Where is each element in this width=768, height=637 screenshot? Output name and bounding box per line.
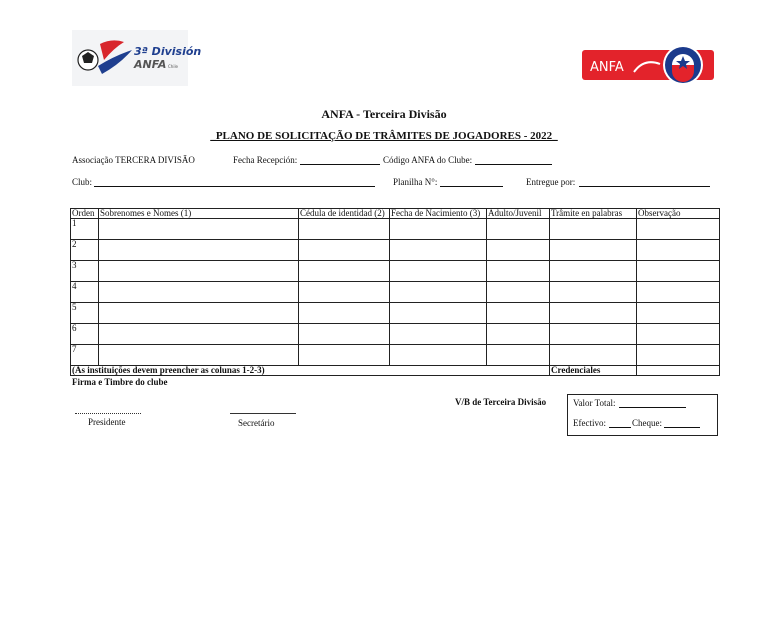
- table-row: [71, 282, 720, 303]
- document-title: ANFA - Terceira Divisão: [321, 107, 447, 121]
- birthdate-cell[interactable]: [390, 303, 487, 324]
- category-cell[interactable]: [487, 261, 550, 282]
- birthdate-cell[interactable]: [390, 240, 487, 261]
- association-label: Associação TERCERA DIVISÃO: [72, 155, 195, 165]
- id-cell[interactable]: [299, 303, 390, 324]
- header-observation: Observação: [637, 209, 720, 219]
- secretary-label: Secretário: [238, 418, 275, 428]
- secretary-signature-line[interactable]: [230, 413, 296, 414]
- category-cell[interactable]: [487, 324, 550, 345]
- category-cell[interactable]: [487, 303, 550, 324]
- observation-cell[interactable]: [637, 282, 720, 303]
- sheet-number-label: Planilha N°:: [393, 177, 438, 187]
- reception-label: Fecha Recepción:: [233, 155, 298, 165]
- approval-label: V/B de Terceira Divisão: [455, 397, 547, 407]
- birthdate-cell[interactable]: [390, 324, 487, 345]
- row-number: 7: [71, 345, 99, 366]
- names-cell[interactable]: [99, 282, 299, 303]
- credentials-label: Credenciales: [550, 366, 637, 376]
- logo-right-text: ANFA: [590, 60, 624, 75]
- names-cell[interactable]: [99, 219, 299, 240]
- header-category: Adulto/Juvenil: [487, 209, 550, 219]
- reception-date-field[interactable]: [300, 155, 380, 165]
- check-label: Cheque:: [632, 418, 662, 428]
- names-cell[interactable]: [99, 240, 299, 261]
- anfa-chile-logo: [582, 44, 714, 86]
- category-cell[interactable]: [487, 345, 550, 366]
- club-field[interactable]: [94, 177, 375, 187]
- id-cell[interactable]: [299, 282, 390, 303]
- logo-left-small: Chile: [168, 64, 179, 69]
- delivered-by-field[interactable]: [579, 177, 710, 187]
- names-cell[interactable]: [99, 261, 299, 282]
- row-number: 2: [71, 240, 99, 261]
- credentials-value[interactable]: [637, 366, 720, 376]
- category-cell[interactable]: [487, 240, 550, 261]
- club-label: Club:: [72, 177, 93, 187]
- tercera-division-logo: [72, 30, 202, 86]
- birthdate-cell[interactable]: [390, 282, 487, 303]
- plan-title: _PLANO DE SOLICITAÇÃO DE TRÂMITES DE JOGADORES - 2022_: [210, 130, 558, 142]
- procedure-cell[interactable]: [550, 324, 637, 345]
- row-number: 5: [71, 303, 99, 324]
- observation-cell[interactable]: [637, 261, 720, 282]
- row-number: 6: [71, 324, 99, 345]
- cash-field[interactable]: [609, 418, 631, 428]
- sheet-number-field[interactable]: [440, 177, 503, 187]
- names-cell[interactable]: [99, 303, 299, 324]
- id-cell[interactable]: [299, 345, 390, 366]
- table-row: [71, 261, 720, 282]
- table-row: [71, 219, 720, 240]
- payment-totals-box: [567, 394, 718, 436]
- total-value-field[interactable]: [619, 398, 686, 408]
- header-birthdate: Fecha de Nacimiento (3): [390, 209, 487, 219]
- table-header-row: [71, 209, 720, 219]
- procedure-cell[interactable]: [550, 219, 637, 240]
- total-value-label: Valor Total:: [573, 398, 616, 408]
- id-cell[interactable]: [299, 219, 390, 240]
- procedure-cell[interactable]: [550, 282, 637, 303]
- birthdate-cell[interactable]: [390, 219, 487, 240]
- table-footer-row: [71, 366, 720, 376]
- logo-left-line2: ANFA: [134, 58, 167, 71]
- header-names: Sobrenomes e Nomes (1): [99, 209, 299, 219]
- procedure-cell[interactable]: [550, 303, 637, 324]
- table-row: [71, 240, 720, 261]
- row-number: 4: [71, 282, 99, 303]
- cash-label: Efectivo:: [573, 418, 606, 428]
- row-number: 3: [71, 261, 99, 282]
- logo-left-line1: 3ª División: [134, 45, 202, 58]
- header-procedure: Trâmite en palabras: [550, 209, 637, 219]
- table-row: [71, 345, 720, 366]
- category-cell[interactable]: [487, 219, 550, 240]
- club-code-label: Código ANFA do Clube:: [383, 155, 473, 165]
- signature-label: Firma e Timbre do clube: [72, 377, 168, 387]
- birthdate-cell[interactable]: [390, 345, 487, 366]
- row-number: 1: [71, 219, 99, 240]
- id-cell[interactable]: [299, 324, 390, 345]
- table-row: [71, 324, 720, 345]
- category-cell[interactable]: [487, 282, 550, 303]
- procedure-cell[interactable]: [550, 240, 637, 261]
- birthdate-cell[interactable]: [390, 261, 487, 282]
- header-id: Cédula de identidad (2): [299, 209, 390, 219]
- names-cell[interactable]: [99, 324, 299, 345]
- instructions-note: (As instituições devem preencher as colunas 1-2-3): [71, 366, 550, 376]
- observation-cell[interactable]: [637, 345, 720, 366]
- observation-cell[interactable]: [637, 324, 720, 345]
- club-code-field[interactable]: [475, 155, 552, 165]
- table-row: [71, 303, 720, 324]
- delivered-by-label: Entregue por:: [526, 177, 576, 187]
- procedure-cell[interactable]: [550, 345, 637, 366]
- id-cell[interactable]: [299, 240, 390, 261]
- procedure-cell[interactable]: [550, 261, 637, 282]
- players-table: [70, 208, 720, 376]
- id-cell[interactable]: [299, 261, 390, 282]
- president-label: Presidente: [88, 417, 126, 427]
- check-field[interactable]: [664, 418, 700, 428]
- observation-cell[interactable]: [637, 219, 720, 240]
- header-orden: Orden: [71, 209, 99, 219]
- names-cell[interactable]: [99, 345, 299, 366]
- observation-cell[interactable]: [637, 303, 720, 324]
- observation-cell[interactable]: [637, 240, 720, 261]
- president-signature-line[interactable]: [75, 413, 141, 414]
